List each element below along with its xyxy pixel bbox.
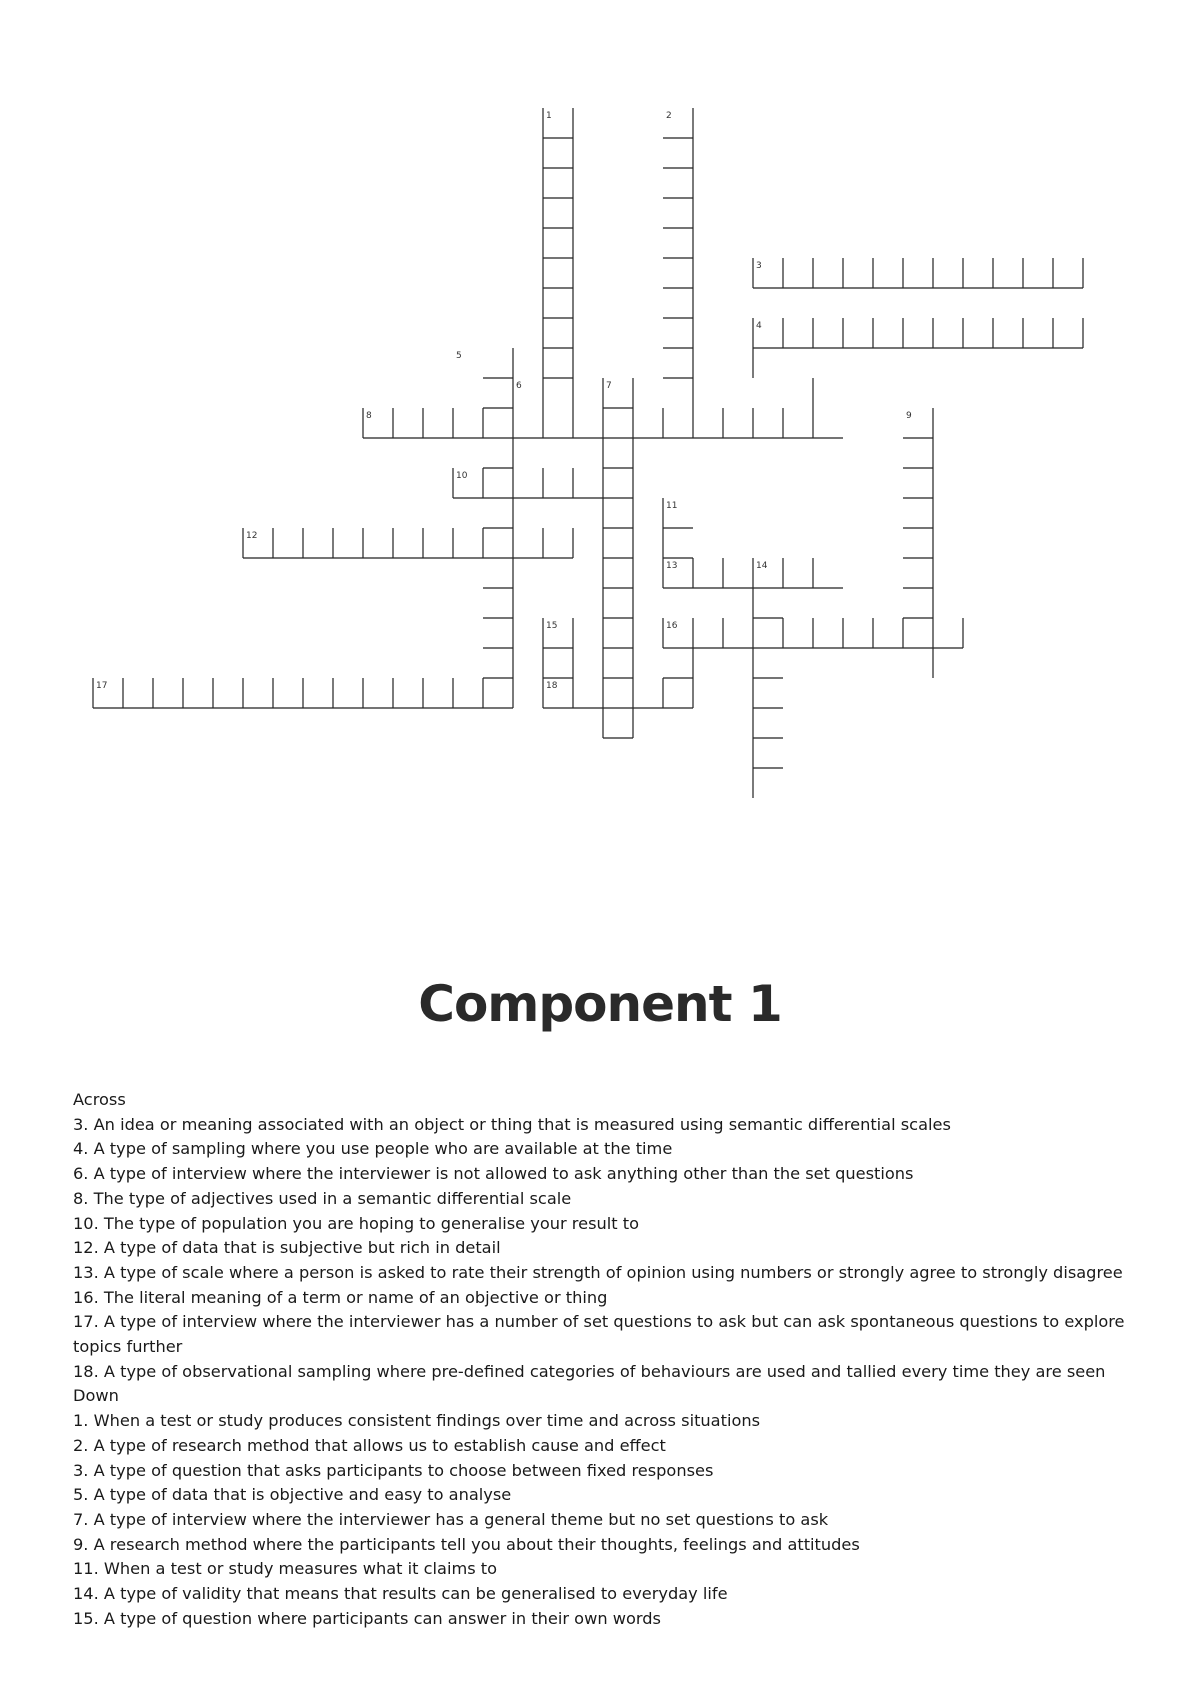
- grid-number: 10: [456, 471, 468, 481]
- down-clue: 3. A type of question that asks participants to choose between fixed responses: [73, 1460, 714, 1480]
- down-heading: Down: [73, 1386, 119, 1406]
- across-clue: 17. A type of interview where the interviewer has a number of set questions to ask but can ask spontaneous questions to explore topics further: [73, 1312, 1125, 1357]
- grid-number: 14: [756, 561, 768, 571]
- grid-number: 11: [666, 501, 678, 511]
- down-clue: 15. A type of question where participants can answer in their own words: [73, 1608, 661, 1628]
- across-clue: 3. An idea or meaning associated with an object or thing that is measured using semantic differential scales: [73, 1114, 951, 1134]
- grid-number: 18: [546, 681, 558, 691]
- grid-number: 3: [756, 261, 762, 271]
- down-clue: 14. A type of validity that means that results can be generalised to everyday life: [73, 1584, 728, 1604]
- clues-section: [73, 1088, 1148, 1631]
- across-clue: 16. The literal meaning of a term or name of an objective or thing: [73, 1287, 608, 1307]
- down-clue: 2. A type of research method that allows us to establish cause and effect: [73, 1435, 666, 1455]
- grid-number: 17: [96, 681, 108, 691]
- grid-number: 16: [666, 621, 678, 631]
- across-clue: 18. A type of observational sampling where pre-defined categories of behaviours are used and tallied every time they are seen: [73, 1361, 1106, 1381]
- grid-number: 8: [366, 411, 372, 421]
- down-clue: 5. A type of data that is objective and easy to analyse: [73, 1485, 512, 1505]
- down-clue: 11. When a test or study measures what it claims to: [73, 1559, 498, 1579]
- across-clue: 10. The type of population you are hoping to generalise your result to: [73, 1213, 640, 1233]
- grid-number: 5: [456, 351, 462, 361]
- across-clue: 8. The type of adjectives used in a semantic differential scale: [73, 1188, 572, 1208]
- grid-number: 12: [246, 531, 258, 541]
- grid-number: 13: [666, 561, 678, 571]
- grid-number: 9: [906, 411, 912, 421]
- grid-number: 15: [546, 621, 558, 631]
- across-clue: 4. A type of sampling where you use people who are available at the time: [73, 1139, 673, 1159]
- across-heading: Across: [73, 1090, 126, 1109]
- page-title: Component 1: [418, 975, 782, 1033]
- grid-number: 7: [606, 381, 612, 391]
- across-clue: 12. A type of data that is subjective but rich in detail: [73, 1238, 501, 1258]
- grid-number: 6: [516, 381, 522, 391]
- across-clue: 6. A type of interview where the interviewer is not allowed to ask anything other than the set questions: [73, 1164, 914, 1184]
- grid-number: 1: [546, 111, 552, 121]
- down-clue: 1. When a test or study produces consistent findings over time and across situations: [73, 1411, 761, 1431]
- across-clue: 13. A type of scale where a person is asked to rate their strength of opinion using numbers or strongly agree to strongly disagree: [73, 1262, 1123, 1282]
- grid-number: 2: [666, 111, 672, 121]
- grid-number: 4: [756, 321, 762, 331]
- down-clue: 9. A research method where the participants tell you about their thoughts, feelings and attitudes: [73, 1534, 860, 1554]
- down-clue: 7. A type of interview where the interviewer has a general theme but no set questions to ask: [73, 1509, 829, 1529]
